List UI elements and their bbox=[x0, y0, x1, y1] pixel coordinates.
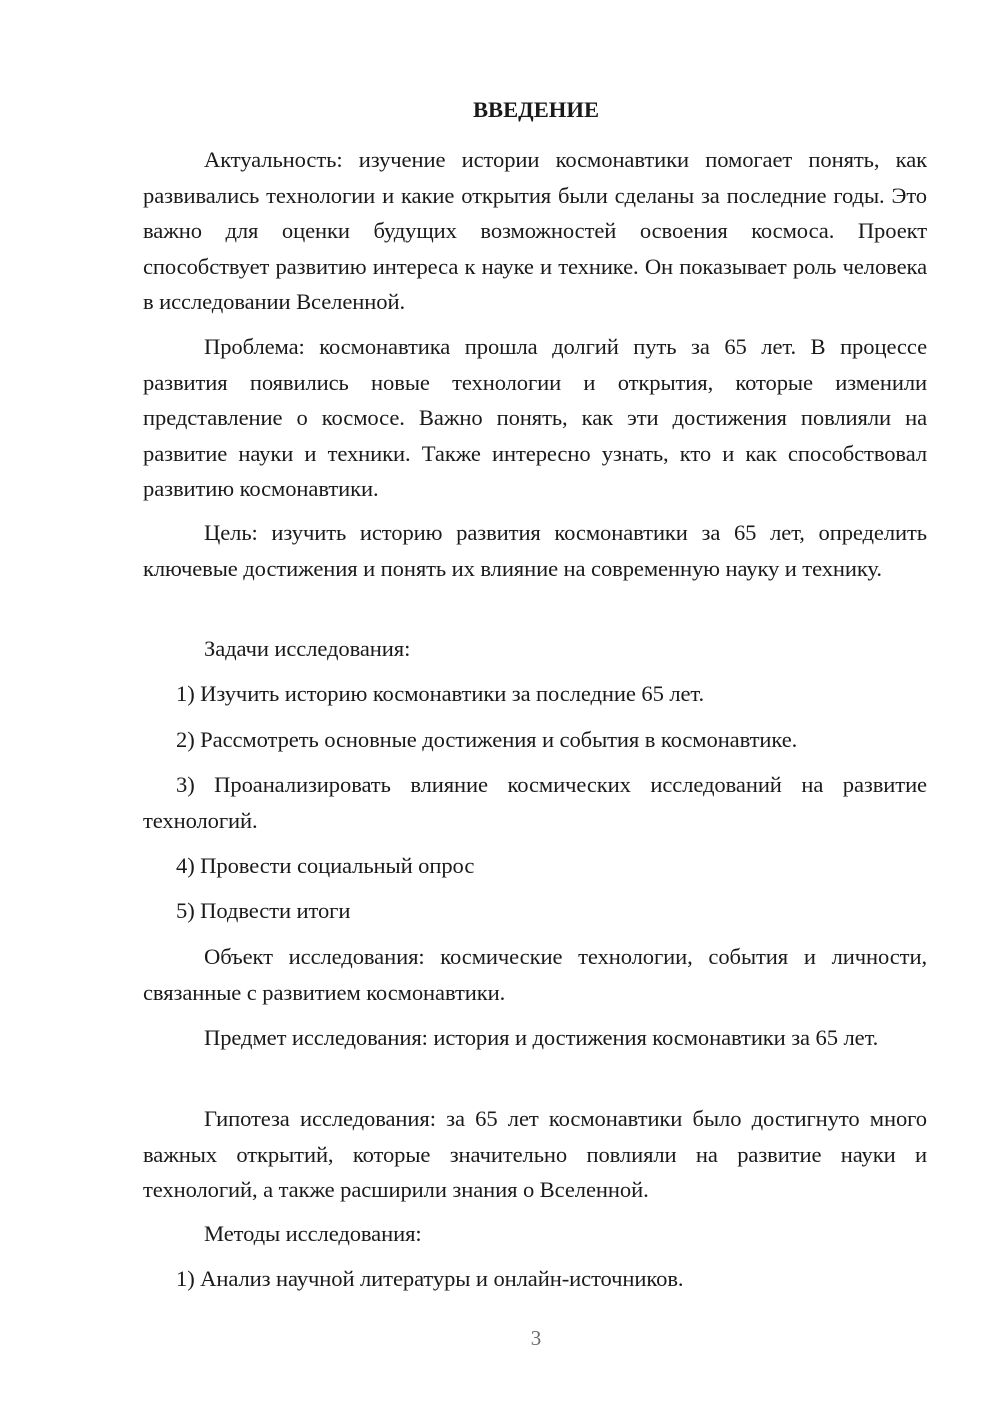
goal-paragraph: Цель: изучить историю развития космонавтики за 65 лет, определить ключевые достижения и понять их влияние на современную науку и технику. bbox=[143, 520, 927, 581]
hypothesis-paragraph: Гипотеза исследования: за 65 лет космонавтики было достигнуто много важных открытий, которые значительно повлияли на развитие науки и технологий, а также расширили знания о Вселенной. bbox=[143, 1106, 927, 1202]
subject-paragraph: Предмет исследования: история и достижения космонавтики за 65 лет. bbox=[204, 1025, 879, 1050]
task-item: 1) Изучить историю космонавтики за последние 65 лет. bbox=[176, 681, 705, 706]
section-title: ВВЕДЕНИЕ bbox=[472, 97, 600, 122]
task-item-3-block bbox=[143, 767, 927, 838]
method-item-1-block bbox=[143, 1261, 927, 1297]
problem-paragraph: Проблема: космонавтика прошла долгий путь за 65 лет. В процессе развития появились новые технологии и открытия, которые изменили представление о космосе. Важно понять, как эти достижения повлияли на развитие науки и техники. Также интересно узнать, кто и как способствовал развитию космонавтики. bbox=[143, 334, 927, 501]
task-item-5-block bbox=[143, 893, 927, 929]
task-item: 2) Рассмотреть основные достижения и события в космонавтике. bbox=[176, 727, 798, 752]
task-item-4-block bbox=[143, 848, 927, 884]
object-block bbox=[143, 939, 927, 1010]
page-number: 3 bbox=[530, 1326, 542, 1350]
task-item-1-block bbox=[143, 676, 927, 712]
methods-heading-block bbox=[143, 1216, 927, 1252]
subject-block bbox=[143, 1020, 927, 1056]
goal-block bbox=[143, 515, 927, 586]
tasks-heading: Задачи исследования: bbox=[204, 636, 411, 661]
method-item: 1) Анализ научной литературы и онлайн-источников. bbox=[176, 1266, 684, 1291]
object-paragraph: Объект исследования: космические технологии, события и личности, связанные с развитием космонавтики. bbox=[143, 944, 927, 1005]
task-item: 5) Подвести итоги bbox=[176, 898, 351, 923]
relevance-block bbox=[143, 142, 927, 320]
hypothesis-block bbox=[143, 1101, 927, 1208]
methods-heading: Методы исследования: bbox=[204, 1221, 422, 1246]
task-item: 3) Проанализировать влияние космических исследований на развитие технологий. bbox=[143, 772, 927, 833]
task-item: 4) Провести социальный опрос bbox=[176, 853, 475, 878]
problem-block bbox=[143, 329, 927, 507]
task-item-2-block bbox=[143, 722, 927, 758]
relevance-paragraph: Актуальность: изучение истории космонавтики помогает понять, как развивались технологии и какие открытия были сделаны за последние годы. Это важно для оценки будущих возможностей освоения космоса. Проект способствует развитию интереса к науке и технике. Он показывает роль человека в исследовании Вселенной. bbox=[143, 147, 927, 314]
tasks-heading-block bbox=[143, 631, 927, 667]
